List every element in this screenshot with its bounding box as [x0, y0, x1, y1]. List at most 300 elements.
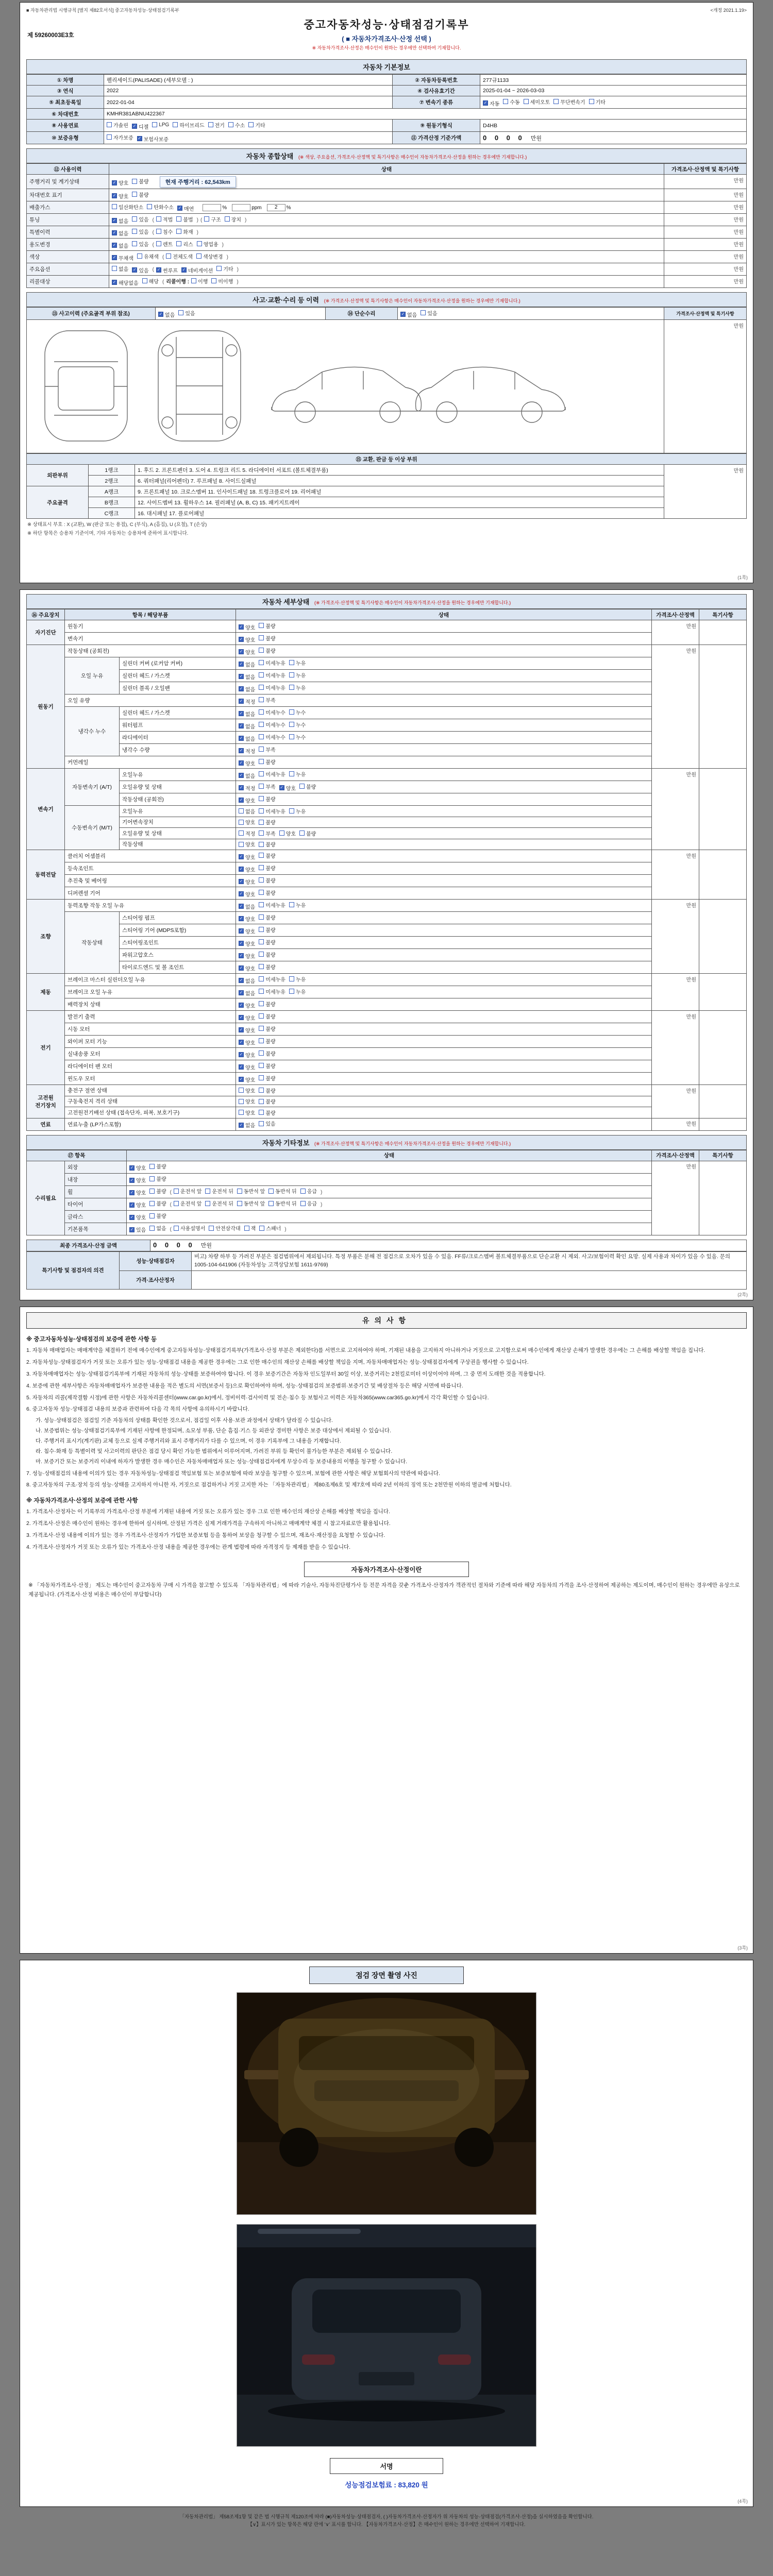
checkbox-icon[interactable] — [503, 99, 508, 104]
checked-checkbox-icon[interactable]: ✓ — [159, 312, 163, 316]
checkbox-icon[interactable] — [149, 1189, 155, 1194]
checkbox-option[interactable] — [289, 988, 306, 995]
checkbox-icon[interactable] — [259, 635, 264, 640]
checkbox-option[interactable] — [299, 783, 316, 790]
checked-checkbox-icon[interactable]: ✓ — [239, 990, 243, 995]
checkbox-option[interactable] — [239, 829, 255, 837]
checkbox-option[interactable] — [132, 123, 148, 130]
checkbox-icon[interactable] — [421, 310, 426, 315]
checked-checkbox-icon[interactable]: ✓ — [130, 1190, 134, 1195]
checkbox-option[interactable] — [197, 240, 219, 248]
checkbox-option[interactable] — [239, 977, 255, 985]
checkbox-icon[interactable] — [176, 241, 181, 246]
checked-checkbox-icon[interactable]: ✓ — [239, 953, 243, 958]
checked-checkbox-icon[interactable]: ✓ — [239, 773, 243, 777]
checkbox-icon[interactable] — [196, 253, 201, 259]
checkbox-icon[interactable] — [142, 278, 147, 283]
checkbox-icon[interactable] — [211, 278, 216, 283]
checkbox-icon[interactable] — [553, 99, 559, 104]
checkbox-option[interactable] — [259, 795, 275, 803]
checked-checkbox-icon[interactable]: ✓ — [239, 1064, 243, 1069]
checked-checkbox-icon[interactable]: ✓ — [239, 1122, 243, 1127]
checkbox-option[interactable] — [259, 1224, 281, 1232]
checkbox-option[interactable] — [553, 98, 585, 106]
checked-checkbox-icon[interactable]: ✓ — [130, 1165, 134, 1170]
checkbox-icon[interactable] — [259, 831, 264, 836]
checkbox-icon[interactable] — [259, 747, 264, 752]
checkbox-icon[interactable] — [239, 842, 244, 847]
checked-checkbox-icon[interactable]: ✓ — [178, 206, 182, 210]
checkbox-option[interactable] — [259, 975, 285, 983]
checkbox-icon[interactable] — [259, 1063, 264, 1068]
checkbox-option[interactable] — [174, 1199, 201, 1207]
checkbox-option[interactable] — [239, 1087, 255, 1094]
checkbox-icon[interactable] — [259, 914, 264, 920]
checkbox-icon[interactable] — [259, 734, 264, 739]
checkbox-icon[interactable] — [300, 1201, 306, 1206]
checked-checkbox-icon[interactable]: ✓ — [239, 1003, 243, 1007]
checkbox-option[interactable] — [208, 121, 225, 129]
checked-checkbox-icon[interactable]: ✓ — [239, 916, 243, 921]
checkbox-icon[interactable] — [216, 266, 222, 271]
checkbox-option[interactable] — [132, 177, 148, 185]
checkbox-option[interactable] — [225, 215, 241, 223]
checked-checkbox-icon[interactable]: ✓ — [132, 267, 137, 272]
checkbox-option[interactable] — [259, 622, 275, 630]
checkbox-option[interactable] — [239, 1039, 255, 1046]
checkbox-option[interactable] — [129, 1213, 146, 1221]
checkbox-icon[interactable] — [147, 204, 152, 209]
checkbox-icon[interactable] — [259, 1026, 264, 1031]
checked-checkbox-icon[interactable]: ✓ — [112, 218, 116, 223]
checkbox-icon[interactable] — [300, 1189, 306, 1194]
checked-checkbox-icon[interactable]: ✓ — [239, 798, 243, 802]
checked-checkbox-icon[interactable]: ✓ — [130, 1202, 134, 1207]
checkbox-option[interactable] — [149, 1175, 166, 1182]
checkbox-icon[interactable] — [259, 1121, 264, 1126]
checkbox-option[interactable] — [112, 192, 128, 200]
checkbox-icon[interactable] — [174, 1189, 179, 1194]
checkbox-option[interactable] — [239, 807, 255, 815]
checkbox-option[interactable] — [299, 829, 316, 837]
checked-checkbox-icon[interactable]: ✓ — [130, 1227, 134, 1232]
checkbox-option[interactable] — [112, 254, 133, 262]
checkbox-option[interactable] — [289, 659, 306, 667]
checkbox-option[interactable] — [259, 770, 285, 778]
checkbox-icon[interactable] — [259, 927, 264, 932]
checked-checkbox-icon[interactable]: ✓ — [130, 1214, 134, 1219]
checkbox-icon[interactable] — [259, 709, 264, 715]
checkbox-icon[interactable] — [239, 1110, 244, 1115]
checked-checkbox-icon[interactable]: ✓ — [112, 180, 116, 185]
checkbox-icon[interactable] — [174, 1201, 179, 1206]
checkbox-icon[interactable] — [259, 648, 264, 653]
checkbox-icon[interactable] — [149, 1201, 155, 1206]
checked-checkbox-icon[interactable]: ✓ — [239, 785, 243, 790]
checkbox-option[interactable] — [239, 964, 255, 972]
checkbox-option[interactable] — [300, 1187, 317, 1195]
checkbox-option[interactable] — [112, 279, 139, 286]
checked-checkbox-icon[interactable]: ✓ — [239, 674, 243, 679]
checkbox-icon[interactable] — [259, 1110, 264, 1115]
checked-checkbox-icon[interactable]: ✓ — [239, 736, 243, 740]
checkbox-option[interactable] — [259, 852, 275, 859]
checkbox-icon[interactable] — [239, 1088, 244, 1093]
checkbox-option[interactable] — [129, 1164, 146, 1172]
checked-checkbox-icon[interactable]: ✓ — [239, 1015, 243, 1020]
checkbox-option[interactable] — [239, 747, 255, 755]
checkbox-icon[interactable] — [259, 989, 264, 994]
checkbox-option[interactable] — [239, 1002, 255, 1009]
checked-checkbox-icon[interactable]: ✓ — [239, 965, 243, 970]
checked-checkbox-icon[interactable]: ✓ — [239, 1027, 243, 1032]
checked-checkbox-icon[interactable]: ✓ — [239, 760, 243, 765]
checkbox-option[interactable] — [239, 673, 255, 681]
checkbox-icon[interactable] — [289, 685, 294, 690]
checkbox-option[interactable] — [239, 915, 255, 923]
checkbox-icon[interactable] — [239, 831, 244, 836]
checked-checkbox-icon[interactable]: ✓ — [239, 1052, 243, 1057]
checkbox-option[interactable] — [112, 229, 128, 237]
checkbox-icon[interactable] — [259, 939, 264, 944]
checkbox-icon[interactable] — [268, 1201, 274, 1206]
checkbox-option[interactable] — [300, 1199, 317, 1207]
checkbox-option[interactable] — [259, 1087, 275, 1094]
checked-checkbox-icon[interactable]: ✓ — [239, 1077, 243, 1081]
checkbox-option[interactable] — [259, 783, 275, 790]
checkbox-option[interactable] — [205, 1187, 233, 1195]
checked-checkbox-icon[interactable]: ✓ — [239, 686, 243, 691]
checkbox-option[interactable] — [239, 1076, 255, 1083]
checkbox-icon[interactable] — [299, 784, 305, 789]
checkbox-icon[interactable] — [259, 952, 264, 957]
checked-checkbox-icon[interactable]: ✓ — [239, 928, 243, 933]
checkbox-icon[interactable] — [152, 122, 157, 127]
checkbox-icon[interactable] — [205, 1189, 210, 1194]
checked-checkbox-icon[interactable]: ✓ — [112, 280, 116, 284]
checkbox-icon[interactable] — [174, 1226, 179, 1231]
checked-checkbox-icon[interactable]: ✓ — [112, 193, 116, 198]
checked-checkbox-icon[interactable]: ✓ — [132, 124, 137, 128]
checked-checkbox-icon[interactable]: ✓ — [112, 243, 116, 247]
checkbox-icon[interactable] — [259, 685, 264, 690]
checkbox-option[interactable] — [239, 1109, 255, 1116]
checkbox-option[interactable] — [211, 277, 233, 285]
checkbox-icon[interactable] — [259, 1050, 264, 1056]
checkbox-option[interactable] — [259, 671, 285, 679]
checked-checkbox-icon[interactable]: ✓ — [239, 723, 243, 728]
checkbox-option[interactable] — [107, 121, 128, 129]
checkbox-icon[interactable] — [259, 796, 264, 801]
checkbox-icon[interactable] — [259, 1075, 264, 1080]
checkbox-option[interactable] — [289, 684, 306, 691]
checkbox-option[interactable] — [107, 133, 133, 141]
checkbox-icon[interactable] — [156, 241, 161, 246]
checkbox-option[interactable] — [112, 179, 128, 187]
checkbox-option[interactable] — [259, 733, 285, 741]
checkbox-icon[interactable] — [205, 1201, 210, 1206]
checked-checkbox-icon[interactable]: ✓ — [239, 637, 243, 641]
checkbox-icon[interactable] — [197, 241, 202, 246]
checked-checkbox-icon[interactable]: ✓ — [239, 867, 243, 871]
checkbox-option[interactable] — [239, 685, 255, 693]
checkbox-option[interactable] — [259, 1012, 275, 1020]
checkbox-icon[interactable] — [289, 976, 294, 981]
checkbox-option[interactable] — [248, 121, 265, 129]
checkbox-icon[interactable] — [149, 1176, 155, 1181]
checkbox-icon[interactable] — [289, 734, 294, 739]
checked-checkbox-icon[interactable]: ✓ — [239, 711, 243, 716]
checkbox-option[interactable] — [237, 1199, 265, 1207]
checkbox-option[interactable] — [289, 975, 306, 983]
checkbox-option[interactable] — [112, 217, 128, 225]
checked-checkbox-icon[interactable]: ✓ — [239, 699, 243, 703]
checkbox-option[interactable] — [173, 121, 204, 129]
checkbox-option[interactable] — [137, 135, 169, 143]
checkbox-option[interactable] — [239, 866, 255, 873]
checkbox-option[interactable] — [239, 772, 255, 779]
checkbox-icon[interactable] — [259, 759, 264, 764]
checkbox-option[interactable] — [176, 228, 193, 235]
checkbox-icon[interactable] — [289, 808, 294, 814]
checkbox-icon[interactable] — [299, 831, 305, 836]
checkbox-option[interactable] — [174, 1187, 201, 1195]
checkbox-option[interactable] — [589, 98, 606, 106]
checkbox-option[interactable] — [259, 647, 275, 654]
checkbox-option[interactable] — [152, 122, 169, 128]
checkbox-option[interactable] — [259, 758, 275, 766]
checkbox-option[interactable] — [239, 1026, 255, 1034]
checkbox-icon[interactable] — [237, 1201, 242, 1206]
checkbox-icon[interactable] — [149, 1226, 155, 1231]
checkbox-option[interactable] — [239, 1063, 255, 1071]
checkbox-option[interactable] — [239, 840, 255, 848]
checkbox-icon[interactable] — [524, 99, 529, 104]
checkbox-option[interactable] — [289, 901, 306, 909]
checkbox-icon[interactable] — [259, 842, 264, 847]
checkbox-option[interactable] — [132, 191, 148, 198]
checkbox-icon[interactable] — [191, 278, 196, 283]
checkbox-option[interactable] — [259, 1074, 275, 1082]
checked-checkbox-icon[interactable]: ✓ — [138, 136, 141, 141]
checkbox-icon[interactable] — [112, 266, 117, 271]
checkbox-icon[interactable] — [173, 122, 178, 127]
checkbox-option[interactable] — [259, 1109, 275, 1116]
checkbox-icon[interactable] — [259, 1038, 264, 1043]
checkbox-icon[interactable] — [259, 820, 264, 825]
checkbox-option[interactable] — [239, 1121, 255, 1129]
checkbox-icon[interactable] — [259, 865, 264, 870]
checkbox-icon[interactable] — [156, 216, 161, 222]
checkbox-option[interactable] — [421, 309, 437, 317]
checkbox-icon[interactable] — [132, 241, 137, 246]
checkbox-option[interactable] — [132, 228, 148, 235]
checkbox-option[interactable] — [147, 203, 174, 211]
checkbox-icon[interactable] — [259, 1001, 264, 1006]
checkbox-option[interactable] — [244, 1224, 256, 1232]
checkbox-option[interactable] — [205, 1199, 233, 1207]
checked-checkbox-icon[interactable]: ✓ — [239, 904, 243, 908]
checked-checkbox-icon[interactable]: ✓ — [239, 879, 243, 884]
checkbox-icon[interactable] — [112, 204, 117, 209]
checkbox-option[interactable] — [149, 1212, 166, 1219]
checkbox-option[interactable] — [132, 240, 148, 248]
checked-checkbox-icon[interactable]: ✓ — [239, 978, 243, 982]
checkbox-option[interactable] — [239, 853, 255, 861]
checkbox-option[interactable] — [178, 309, 195, 317]
checkbox-icon[interactable] — [107, 122, 112, 127]
checkbox-option[interactable] — [259, 818, 275, 826]
checked-checkbox-icon[interactable]: ✓ — [280, 785, 283, 790]
checked-checkbox-icon[interactable]: ✓ — [130, 1177, 134, 1182]
checkbox-option[interactable] — [129, 1201, 146, 1209]
checkbox-option[interactable] — [239, 940, 255, 947]
checkbox-option[interactable] — [524, 98, 550, 106]
checkbox-option[interactable] — [174, 1224, 205, 1232]
checkbox-option[interactable] — [239, 759, 255, 767]
checkbox-option[interactable] — [483, 99, 499, 107]
checkbox-option[interactable] — [239, 818, 255, 826]
checkbox-icon[interactable] — [137, 253, 142, 259]
checkbox-icon[interactable] — [259, 976, 264, 981]
checkbox-option[interactable] — [268, 1199, 296, 1207]
checkbox-icon[interactable] — [259, 1013, 264, 1019]
checkbox-option[interactable] — [149, 1187, 166, 1195]
checkbox-option[interactable] — [176, 240, 193, 248]
checkbox-option[interactable] — [400, 311, 417, 318]
checkbox-icon[interactable] — [289, 672, 294, 677]
checkbox-option[interactable] — [259, 926, 275, 934]
checkbox-option[interactable] — [259, 938, 275, 946]
checkbox-icon[interactable] — [239, 808, 244, 814]
checked-checkbox-icon[interactable]: ✓ — [239, 941, 243, 945]
checkbox-icon[interactable] — [289, 709, 294, 715]
checkbox-option[interactable] — [239, 648, 255, 656]
checkbox-option[interactable] — [259, 745, 275, 753]
checkbox-option[interactable] — [191, 277, 208, 285]
checkbox-option[interactable] — [259, 840, 275, 848]
checkbox-option[interactable] — [209, 1224, 240, 1232]
checkbox-option[interactable] — [156, 215, 173, 223]
checkbox-icon[interactable] — [132, 229, 137, 234]
checkbox-option[interactable] — [137, 252, 159, 260]
checkbox-option[interactable] — [239, 878, 255, 886]
checkbox-option[interactable] — [259, 684, 285, 691]
checkbox-option[interactable] — [216, 265, 233, 273]
checkbox-option[interactable] — [239, 952, 255, 960]
checkbox-option[interactable] — [289, 807, 306, 815]
checkbox-option[interactable] — [239, 623, 255, 631]
checkbox-option[interactable] — [259, 988, 285, 995]
checkbox-option[interactable] — [239, 927, 255, 935]
checkbox-option[interactable] — [156, 266, 178, 274]
checkbox-icon[interactable] — [228, 122, 233, 127]
checkbox-icon[interactable] — [259, 853, 264, 858]
checkbox-option[interactable] — [259, 807, 285, 815]
checkbox-option[interactable] — [289, 671, 306, 679]
checkbox-option[interactable] — [177, 205, 194, 212]
checkbox-option[interactable] — [259, 1049, 275, 1057]
checkbox-option[interactable] — [239, 660, 255, 668]
checkbox-icon[interactable] — [132, 216, 137, 222]
checked-checkbox-icon[interactable]: ✓ — [157, 267, 161, 272]
checkbox-icon[interactable] — [289, 902, 294, 907]
checkbox-icon[interactable] — [589, 99, 594, 104]
checkbox-icon[interactable] — [244, 1226, 249, 1231]
checkbox-icon[interactable] — [208, 122, 213, 127]
checkbox-icon[interactable] — [248, 122, 254, 127]
checkbox-icon[interactable] — [259, 784, 264, 789]
checkbox-option[interactable] — [259, 634, 275, 642]
checkbox-option[interactable] — [239, 636, 255, 643]
checkbox-icon[interactable] — [268, 1189, 274, 1194]
checkbox-option[interactable] — [259, 708, 285, 716]
checkbox-option[interactable] — [196, 252, 223, 260]
checkbox-icon[interactable] — [259, 902, 264, 907]
checkbox-icon[interactable] — [209, 1226, 214, 1231]
checkbox-option[interactable] — [289, 721, 306, 728]
checkbox-option[interactable] — [259, 721, 285, 728]
checkbox-icon[interactable] — [176, 216, 181, 222]
checked-checkbox-icon[interactable]: ✓ — [239, 891, 243, 896]
checkbox-icon[interactable] — [259, 771, 264, 776]
checkbox-option[interactable] — [289, 733, 306, 741]
checkbox-option[interactable] — [289, 770, 306, 778]
checkbox-icon[interactable] — [289, 989, 294, 994]
checked-checkbox-icon[interactable]: ✓ — [239, 748, 243, 753]
checkbox-icon[interactable] — [259, 623, 264, 628]
checkbox-option[interactable] — [204, 215, 221, 223]
checkbox-option[interactable] — [158, 311, 175, 318]
checkbox-option[interactable] — [228, 121, 245, 129]
checkbox-option[interactable] — [259, 1120, 275, 1127]
checkbox-option[interactable] — [112, 265, 128, 273]
checkbox-icon[interactable] — [204, 216, 209, 222]
checkbox-option[interactable] — [239, 710, 255, 718]
checked-checkbox-icon[interactable]: ✓ — [112, 230, 116, 235]
checkbox-option[interactable] — [259, 829, 275, 837]
checkbox-icon[interactable] — [237, 1189, 242, 1194]
checkbox-option[interactable] — [112, 203, 143, 211]
checkbox-icon[interactable] — [259, 890, 264, 895]
checkbox-option[interactable] — [132, 215, 148, 223]
checkbox-option[interactable] — [279, 784, 296, 792]
checkbox-option[interactable] — [129, 1226, 146, 1233]
checkbox-icon[interactable] — [178, 310, 183, 315]
checkbox-option[interactable] — [166, 252, 193, 260]
checkbox-option[interactable] — [259, 1000, 275, 1008]
checkbox-icon[interactable] — [259, 697, 264, 702]
checkbox-option[interactable] — [289, 708, 306, 716]
checkbox-option[interactable] — [237, 1187, 265, 1195]
checkbox-icon[interactable] — [239, 1099, 244, 1104]
checkbox-option[interactable] — [259, 901, 285, 909]
checkbox-icon[interactable] — [289, 722, 294, 727]
checkbox-option[interactable] — [259, 864, 275, 872]
checkbox-option[interactable] — [149, 1162, 166, 1170]
checkbox-icon[interactable] — [259, 808, 264, 814]
checked-checkbox-icon[interactable]: ✓ — [182, 267, 186, 272]
checkbox-option[interactable] — [156, 240, 173, 248]
checkbox-option[interactable] — [259, 696, 275, 704]
checkbox-option[interactable] — [239, 903, 255, 910]
checked-checkbox-icon[interactable]: ✓ — [483, 100, 488, 105]
checked-checkbox-icon[interactable]: ✓ — [239, 1040, 243, 1044]
checkbox-icon[interactable] — [259, 877, 264, 883]
checkbox-icon[interactable] — [132, 192, 137, 197]
checkbox-option[interactable] — [503, 98, 519, 106]
checkbox-option[interactable] — [259, 1025, 275, 1032]
